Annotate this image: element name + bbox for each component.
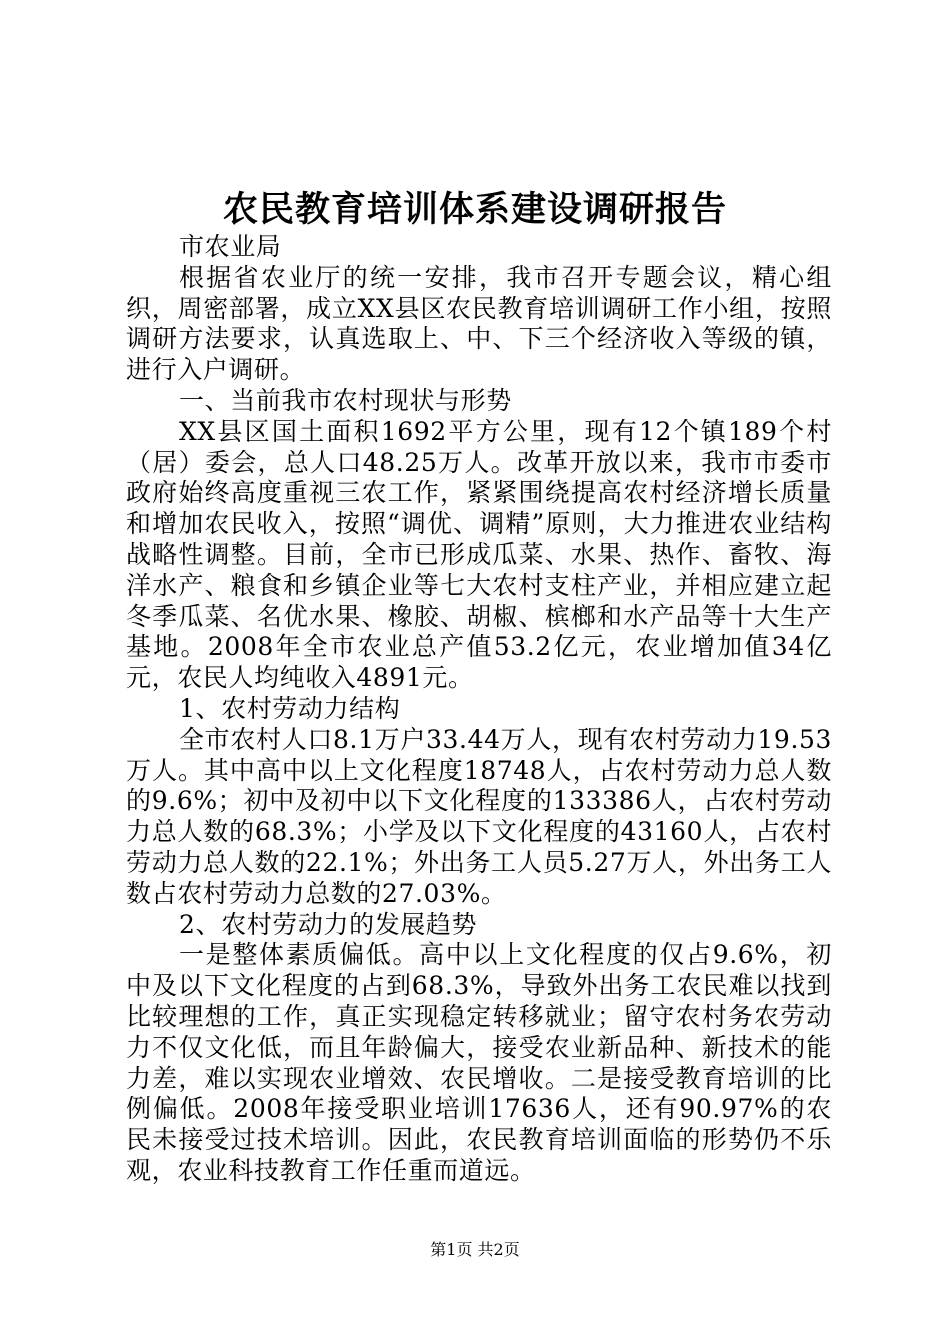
section-heading-1: 一、当前我市农村现状与形势 — [179, 385, 512, 415]
sender-line: 市农业局 — [179, 232, 282, 261]
document-body — [126, 232, 832, 1187]
subsection-heading-1: 1、农村劳动力结构 — [179, 693, 401, 723]
document-title: 农民教育培训体系建设调研报告 — [222, 189, 727, 230]
labor-trend-paragraph: 一是整体素质偏低。高中以上文化程度的仅占9.6%，初中及以下文化程度的占到68.3%，导致外出务工农民难以找到比较理想的工作，真正实现稳定转移就业；留守农村务农劳动力不仅文化低，而且年龄偏大，接受农业新品种、新技术的能力差，难以实现农业增效、农民增收。二是接受教育培训的比例偏低。2008年接受职业培训17636人，还有90.97%的农民未接受过技术培训。因此，农民教育培训面临的形势仍不乐观，农业科技教育工作任重而道远。 — [126, 940, 832, 1185]
labor-structure-paragraph: 全市农村人口8.1万户33.44万人，现有农村劳动力19.53万人。其中高中以上文化程度18748人，占农村劳动力总人数的9.6%；初中及初中以下文化程度的133386人，占农村劳动力总人数的68.3%；小学及以下文化程度的43160人，占农村劳动力总人数的22.1%；外出务工人员5.27万人，外出务工人数占农村劳动力总数的27.03%。 — [126, 724, 832, 908]
intro-paragraph: 根据省农业厅的统一安排，我市召开专题会议，精心组织，周密部署，成立XX县区农民教育培训调研工作小组，按照调研方法要求，认真选取上、中、下三个经济收入等级的镇，进行入户调研。 — [126, 262, 832, 385]
overview-paragraph: XX县区国土面积1692平方公里，现有12个镇189个村（居）委会，总人口48.25万人。改革开放以来，我市市委市政府始终高度重视三农工作，紧紧围绕提高农村经济增长质量和增加农民收入，按照“调优、调精”原则，大力推进农业结构战略性调整。目前，全市已形成瓜菜、水果、热作、畜牧、海洋水产、粮食和乡镇企业等七大农村支柱产业，并相应建立起冬季瓜菜、名优水果、橡胶、胡椒、槟榔和水产品等十大生产基地。2008年全市农业总产值53.2亿元，农业增加值34亿元，农民人均纯收入4891元。 — [126, 416, 832, 693]
page-footer: 第1页 共2页 — [430, 1240, 520, 1259]
subsection-heading-2: 2、农村劳动力的发展趋势 — [179, 909, 478, 939]
